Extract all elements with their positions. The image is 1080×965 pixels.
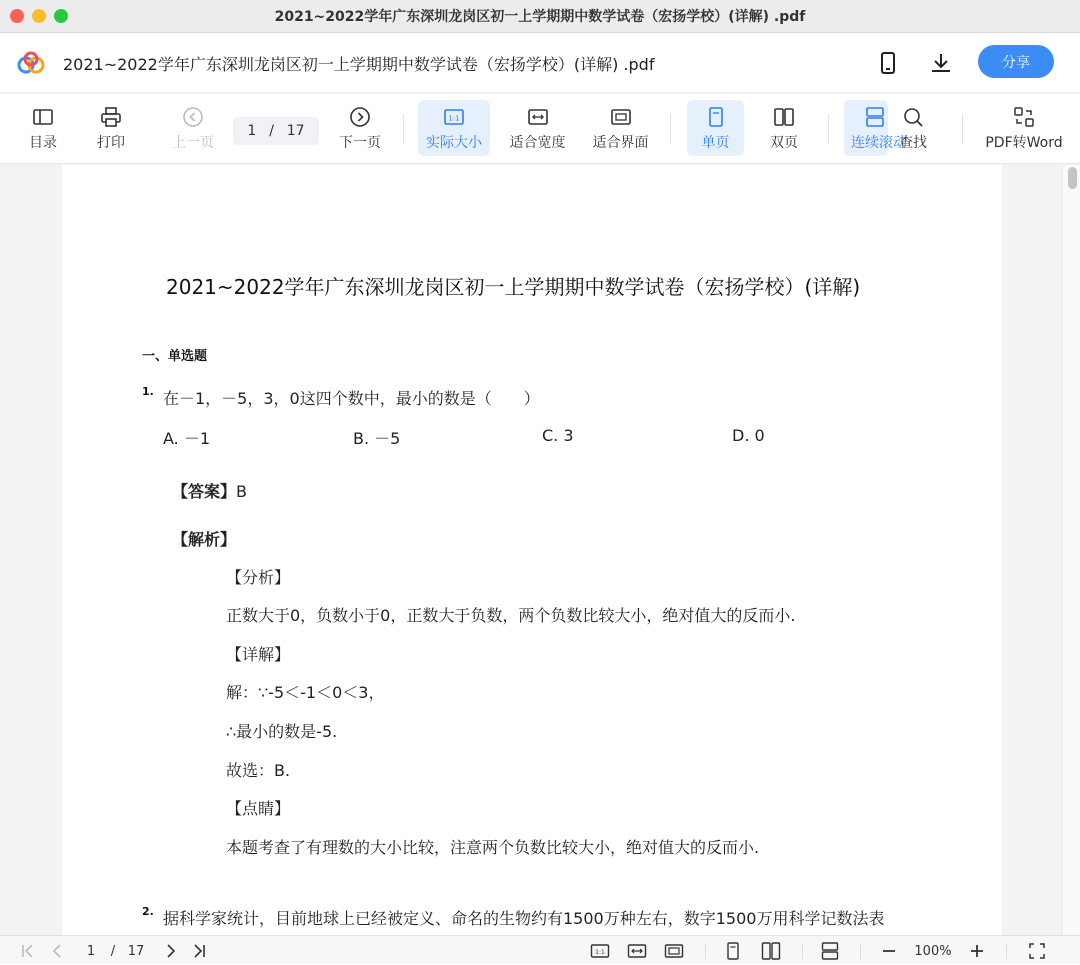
fit-page-icon [664,941,684,961]
page-separator: / [269,123,274,139]
status-total-pages: 17 [127,943,145,959]
pdf-to-word-label: PDF转Word [985,135,1063,151]
section-heading: 一、单选题 [142,349,208,364]
pdf-to-word-button[interactable] [982,100,1066,156]
option-c: C. 3 [542,426,574,445]
next-page-small-button[interactable] [161,941,181,961]
document-viewport[interactable] [0,165,1080,935]
status-page-separator: / [110,943,116,959]
xiangjie-line-2: ∴最小的数是-5. [226,722,338,741]
print-button[interactable] [90,100,132,156]
actual-size-icon [443,106,465,128]
print-label: 打印 [97,135,125,151]
option-b: B. －5 [353,429,401,448]
question-number: 2. [142,905,154,918]
file-name: 2021~2022学年广东深圳龙岗区初一上学期期中数学试卷（宏扬学校）(详解) .pdf [63,55,655,74]
option-a: A. －1 [163,429,211,448]
status-divider [860,943,861,959]
status-divider [802,943,803,959]
toolbar-divider [962,114,963,144]
find-button[interactable] [892,100,934,156]
fit-page-button[interactable] [588,100,653,156]
find-label: 查找 [899,135,927,151]
search-icon [902,106,924,128]
download-icon[interactable] [929,51,953,75]
convert-icon [1013,106,1035,128]
double-page-label: 双页 [770,135,798,151]
double-page-button[interactable] [758,100,810,156]
actual-size-icon [590,941,610,961]
continuous-scroll-icon [820,941,840,961]
status-fit-width-button[interactable] [627,941,647,961]
current-page-input[interactable]: 1 [247,123,257,139]
fit-width-button[interactable] [505,100,570,156]
continuous-scroll-button[interactable] [844,100,907,156]
fit-width-label: 适合宽度 [509,135,566,151]
actual-size-label: 实际大小 [426,135,482,151]
total-pages: 17 [286,123,305,139]
share-button[interactable]: 分享 [978,45,1054,78]
answer-value: B [236,482,247,501]
prev-page-small-button[interactable] [47,941,67,961]
first-page-button[interactable] [18,941,38,961]
dianjing-label: 【点睛】 [226,799,291,818]
toolbar-divider [403,114,404,144]
continuous-scroll-label: 连续滚动 [851,135,907,151]
status-single-page-button[interactable] [723,941,743,961]
last-page-icon [189,941,209,961]
status-continuous-button[interactable] [820,941,840,961]
double-page-icon [773,106,795,128]
continuous-scroll-icon [864,106,886,128]
zoom-out-button[interactable] [879,941,899,961]
status-divider [1006,943,1007,959]
single-page-label: 单页 [701,135,730,151]
pdf-page [62,165,1002,965]
close-window-button[interactable] [10,9,24,23]
single-page-button[interactable] [687,100,744,156]
actual-size-button[interactable] [418,100,490,156]
scrollbar-thumb[interactable] [1068,167,1077,189]
chevron-right-circle-icon [349,106,371,128]
status-actual-size-button[interactable] [590,941,610,961]
xiangjie-line-1: 解：∵-5＜-1＜0＜3， [226,683,385,702]
vertical-scrollbar[interactable] [1062,165,1080,935]
next-page-button[interactable] [335,100,385,156]
toolbar [0,94,1080,164]
fenxi-text: 正数大于0，负数小于0，正数大于负数，两个负数比较大小，绝对值大的反而小. [226,606,796,625]
question-text: 在－1，－5，3，0这四个数中，最小的数是（ ） [163,389,540,408]
title-bar [0,0,1080,33]
fit-width-icon [627,941,647,961]
zoom-level[interactable]: 100% [914,943,952,959]
fenxi-label: 【分析】 [226,568,291,587]
toc-icon [32,106,54,128]
fit-page-icon [610,106,632,128]
dianjing-text: 本题考查了有理数的大小比较，注意两个负数比较大小，绝对值大的反而小. [226,838,760,857]
fit-width-icon [527,106,549,128]
status-double-page-button[interactable] [760,941,782,961]
single-page-icon [723,941,743,961]
single-page-icon [705,106,727,128]
file-header [0,33,1080,93]
last-page-button[interactable] [189,941,209,961]
fullscreen-button[interactable] [1027,941,1047,961]
chevron-right-icon [161,941,181,961]
double-page-icon [761,941,781,961]
minus-icon [879,941,899,961]
window-controls [10,9,68,23]
status-fit-page-button[interactable] [664,941,684,961]
status-current-page[interactable]: 1 [86,943,96,959]
svg-text:1:1: 1:1 [595,949,605,956]
next-page-label: 下一页 [339,135,381,151]
svg-text:1:1: 1:1 [448,114,460,123]
page-number-box[interactable] [233,117,319,145]
prev-page-button[interactable] [168,100,218,156]
prev-page-label: 上一页 [172,135,214,151]
status-bar [0,935,1080,964]
maximize-window-button[interactable] [54,9,68,23]
xiangjie-label: 【详解】 [226,645,291,664]
question-number: 1. [142,385,154,398]
minimize-window-button[interactable] [32,9,46,23]
question-text: 据科学家统计，目前地球上已经被定义、命名的生物约有1500万种左右，数字1500万用科学记数法表 [163,909,885,928]
analysis-label: 【解析】 [172,530,237,549]
toc-label: 目录 [29,135,57,151]
answer-row [172,479,247,502]
window-title: 2021~2022学年广东深圳龙岗区初一上学期期中数学试卷（宏扬学校）(详解) .pdf [274,9,806,25]
chevron-left-circle-icon [182,106,204,128]
chevron-left-icon [47,941,67,961]
answer-label: 【答案】 [172,482,237,501]
xiangjie-line-3: 故选：B. [226,761,291,780]
zoom-in-button[interactable] [967,941,987,961]
toc-button[interactable] [22,100,64,156]
fullscreen-icon [1027,941,1047,961]
plus-icon [967,941,987,961]
status-divider [705,943,706,959]
toolbar-divider [828,114,829,144]
toolbar-divider [670,114,671,144]
option-d: D. 0 [732,426,765,445]
mobile-icon[interactable] [876,51,900,75]
fit-page-label: 适合界面 [592,135,649,151]
app-logo-icon [16,51,46,75]
printer-icon [100,106,122,128]
first-page-icon [18,941,38,961]
document-title: 2021~2022学年广东深圳龙岗区初一上学期期中数学试卷（宏扬学校）(详解) [166,275,861,299]
